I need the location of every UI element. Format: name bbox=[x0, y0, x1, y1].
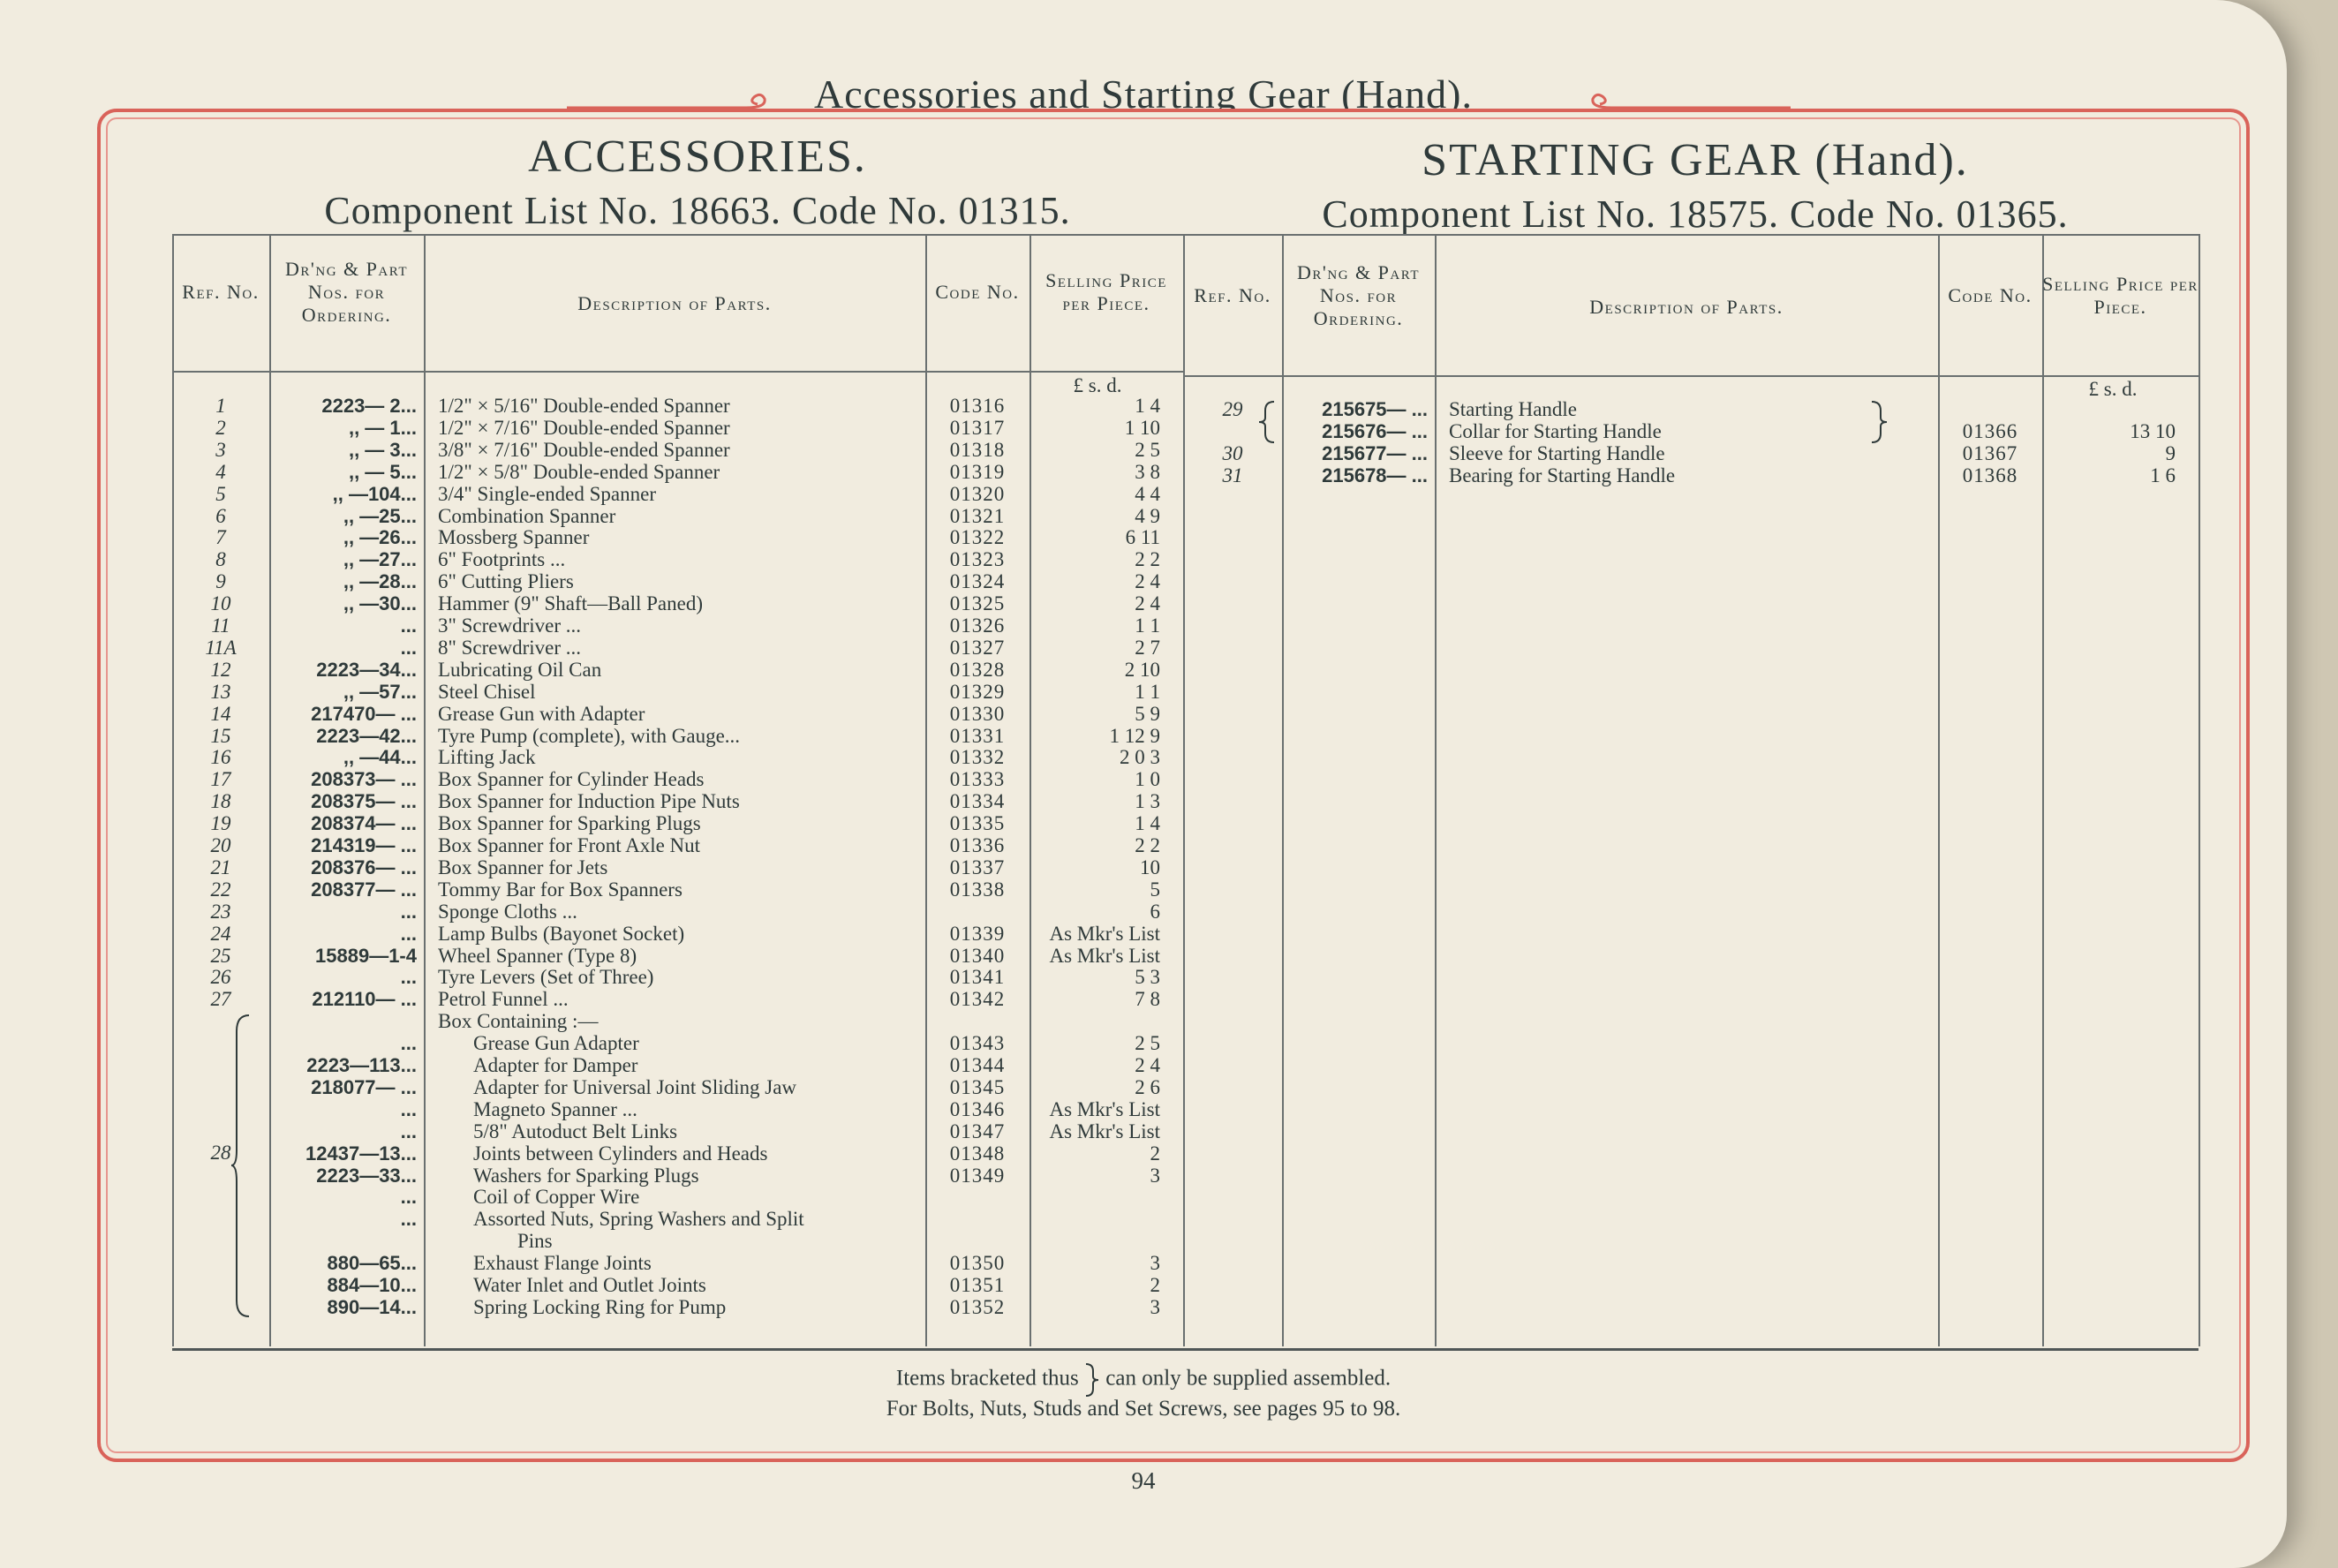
part-description: Sleeve for Starting Handle bbox=[1449, 441, 1665, 464]
ref-number: 24 bbox=[210, 922, 231, 945]
part-number: ,, —25... bbox=[343, 504, 417, 527]
part-number: 215677— ... bbox=[1322, 441, 1428, 464]
accessories-column-header: Dr'ng & Part Nos. for Ordering. bbox=[285, 258, 408, 326]
ref-number: 20 bbox=[210, 834, 231, 856]
part-description: Coil of Copper Wire bbox=[473, 1186, 640, 1209]
footer-note-part-a: Items bracketed thus bbox=[895, 1366, 1079, 1391]
code-number: 01320 bbox=[949, 482, 1006, 505]
part-number bbox=[273, 1230, 417, 1252]
ref-number bbox=[172, 1098, 269, 1120]
code-number: 01341 bbox=[949, 966, 1006, 989]
part-description: 1/2" × 5/16" Double-ended Spanner bbox=[438, 395, 730, 417]
selling-price: 2 5 bbox=[1135, 438, 1160, 461]
starting-gear-column-header: Code No. bbox=[1948, 284, 2033, 306]
column-rule bbox=[424, 234, 426, 1346]
selling-price: As Mkr's List bbox=[1049, 1097, 1160, 1120]
code-number: 01367 bbox=[1962, 441, 2018, 464]
code-number bbox=[925, 1010, 1029, 1032]
ref-number: 16 bbox=[210, 746, 231, 769]
part-number: ,, —26... bbox=[343, 526, 417, 549]
starting-gear-heading bbox=[1201, 134, 2190, 237]
column-rule bbox=[1282, 234, 1284, 1346]
part-description: Exhaust Flange Joints bbox=[473, 1252, 652, 1275]
ref-number: 19 bbox=[210, 812, 231, 835]
part-description: Joints between Cylinders and Heads bbox=[473, 1142, 768, 1165]
starting-gear-column-header: Selling Price per Piece. bbox=[2042, 273, 2198, 318]
part-number: 218077— ... bbox=[311, 1075, 417, 1098]
code-number: 01336 bbox=[949, 834, 1006, 856]
part-description: 1/2" × 5/8" Double-ended Spanner bbox=[438, 460, 720, 483]
ref-number: 10 bbox=[210, 592, 231, 615]
accessories-heading bbox=[212, 131, 1183, 233]
part-number: 2223—34... bbox=[316, 658, 417, 681]
footer-brace-icon bbox=[1084, 1362, 1100, 1398]
part-description: Tommy Bar for Box Spanners bbox=[438, 878, 683, 901]
part-number: 2223—42... bbox=[316, 724, 417, 747]
accessories-column-header: Code No. bbox=[935, 281, 1020, 303]
selling-price: 2 4 bbox=[1135, 1054, 1160, 1076]
part-number: ,, — 5... bbox=[348, 460, 417, 483]
selling-price bbox=[1033, 1010, 1160, 1032]
selling-price: 1 12 9 bbox=[1109, 724, 1160, 747]
code-number: 01339 bbox=[949, 922, 1006, 945]
ref-number bbox=[172, 1252, 269, 1274]
part-number: ... bbox=[400, 922, 417, 945]
page-title: Accessories and Starting Gear (Hand). bbox=[814, 72, 1473, 117]
code-number: 01323 bbox=[949, 548, 1006, 571]
part-number: ... bbox=[400, 1097, 417, 1120]
selling-price: 2 2 bbox=[1135, 548, 1160, 571]
code-number: 01351 bbox=[949, 1274, 1006, 1296]
selling-price bbox=[1033, 1186, 1160, 1208]
part-number: 208374— ... bbox=[311, 812, 417, 835]
selling-price: 4 4 bbox=[1135, 482, 1160, 505]
ref-number: 3 bbox=[215, 438, 226, 461]
selling-price: 13 10 bbox=[2130, 419, 2176, 442]
part-number: ,, —104... bbox=[332, 482, 417, 505]
part-number: ,, — 1... bbox=[348, 416, 417, 439]
part-description: 6" Footprints ... bbox=[438, 548, 566, 571]
code-number: 01319 bbox=[949, 460, 1006, 483]
column-rule bbox=[1435, 234, 1437, 1346]
selling-price: 2 0 3 bbox=[1120, 746, 1160, 769]
part-number: ,, —30... bbox=[343, 592, 417, 615]
part-number: 880—65... bbox=[327, 1252, 417, 1275]
part-description: Magneto Spanner ... bbox=[473, 1097, 637, 1120]
selling-price: 2 7 bbox=[1135, 636, 1160, 659]
selling-price: 6 11 bbox=[1125, 526, 1160, 549]
ref-number: 17 bbox=[210, 768, 231, 791]
code-number: 01328 bbox=[949, 658, 1006, 681]
part-number: 15889—1-4 bbox=[315, 944, 417, 967]
part-number: ... bbox=[400, 1186, 417, 1209]
code-number: 01322 bbox=[949, 526, 1006, 549]
part-number: ... bbox=[400, 966, 417, 989]
selling-price bbox=[1033, 1230, 1160, 1252]
part-number: ... bbox=[400, 614, 417, 637]
part-description: Pins bbox=[517, 1230, 553, 1253]
ref-number: 12 bbox=[210, 658, 231, 681]
ref-number: 26 bbox=[210, 966, 231, 989]
selling-price: 2 bbox=[1150, 1274, 1160, 1296]
code-number: 01335 bbox=[949, 812, 1006, 835]
starting-gear-title: STARTING GEAR (Hand). bbox=[1422, 135, 1969, 185]
part-number: 2223—33... bbox=[316, 1164, 417, 1187]
ref-number bbox=[172, 1296, 269, 1318]
part-description: Combination Spanner bbox=[438, 504, 616, 527]
code-number: 01331 bbox=[949, 724, 1006, 747]
part-number: 215675— ... bbox=[1322, 398, 1428, 420]
ref-number: 7 bbox=[215, 526, 226, 549]
selling-price: 1 4 bbox=[1135, 812, 1160, 835]
selling-price: As Mkr's List bbox=[1049, 922, 1160, 945]
part-number: ... bbox=[400, 900, 417, 923]
selling-price: 3 bbox=[1150, 1164, 1160, 1187]
code-number: 01345 bbox=[949, 1075, 1006, 1098]
part-description: 8" Screwdriver ... bbox=[438, 636, 582, 659]
part-number: ... bbox=[400, 636, 417, 659]
ref-number: 29 bbox=[1222, 398, 1243, 420]
selling-price: 5 3 bbox=[1135, 966, 1160, 989]
ref-number bbox=[172, 1274, 269, 1296]
selling-price: 3 bbox=[1150, 1295, 1160, 1318]
part-description: Mossberg Spanner bbox=[438, 526, 590, 549]
part-description: Steel Chisel bbox=[438, 680, 536, 703]
code-number: 01348 bbox=[949, 1142, 1006, 1165]
part-description: Lifting Jack bbox=[438, 746, 536, 769]
selling-price: 10 bbox=[1140, 856, 1160, 878]
code-number: 01330 bbox=[949, 702, 1006, 725]
part-number: 890—14... bbox=[327, 1295, 417, 1318]
ref-number bbox=[172, 1054, 269, 1076]
code-number: 01340 bbox=[949, 944, 1006, 967]
code-number: 01368 bbox=[1962, 464, 2018, 486]
column-rule bbox=[2198, 234, 2200, 1346]
selling-price: 2 4 bbox=[1135, 592, 1160, 615]
part-number: 212110— ... bbox=[312, 988, 417, 1011]
code-number: 01350 bbox=[949, 1252, 1006, 1275]
code-number bbox=[1938, 398, 2042, 420]
code-number: 01338 bbox=[949, 878, 1006, 901]
part-description: Box Spanner for Cylinder Heads bbox=[438, 768, 705, 791]
part-description: 3/8" × 7/16" Double-ended Spanner bbox=[438, 438, 730, 461]
ref-number: 31 bbox=[1222, 464, 1243, 486]
accessories-column-header: Selling Price per Piece. bbox=[1045, 269, 1167, 314]
part-number: 12437—13... bbox=[305, 1142, 417, 1165]
ref-number: 6 bbox=[215, 504, 226, 527]
part-description: 3" Screwdriver ... bbox=[438, 614, 582, 637]
selling-price: 2 10 bbox=[1124, 658, 1160, 681]
header-rule-right bbox=[1183, 375, 2198, 377]
code-number bbox=[925, 1186, 1029, 1208]
ref-number: 8 bbox=[215, 548, 226, 571]
part-description: Petrol Funnel ... bbox=[438, 988, 569, 1011]
footer-note-bracketed bbox=[0, 1362, 2287, 1398]
accessories-price-units: £ s. d. bbox=[1073, 374, 1122, 396]
code-number bbox=[925, 1208, 1029, 1230]
part-number: 884—10... bbox=[327, 1274, 417, 1296]
part-description: Tyre Pump (complete), with Gauge... bbox=[438, 724, 741, 747]
code-number: 01332 bbox=[949, 746, 1006, 769]
selling-price: 3 bbox=[1150, 1252, 1160, 1275]
part-description: Grease Gun with Adapter bbox=[438, 702, 645, 725]
accessories-subtitle: Component List No. 18663. Code No. 01315. bbox=[324, 189, 1071, 232]
ref-number: 28 bbox=[210, 1141, 231, 1164]
part-description: Grease Gun Adapter bbox=[473, 1032, 639, 1055]
part-description: Sponge Cloths ... bbox=[438, 900, 577, 923]
part-number: 208375— ... bbox=[311, 790, 417, 813]
ref-number: 15 bbox=[210, 724, 231, 747]
ref-number: 1 bbox=[215, 395, 226, 417]
ref-number: 27 bbox=[210, 988, 231, 1011]
column-rule bbox=[269, 234, 271, 1346]
selling-price: 1 4 bbox=[1135, 395, 1160, 417]
selling-price: 1 1 bbox=[1135, 680, 1160, 703]
part-description: Box Containing :— bbox=[438, 1010, 599, 1033]
part-description: Box Spanner for Jets bbox=[438, 856, 608, 878]
ref-number: 21 bbox=[210, 856, 231, 878]
selling-price bbox=[2046, 398, 2176, 420]
ref-number: 4 bbox=[215, 460, 226, 483]
page-number: 94 bbox=[1131, 1467, 1156, 1494]
ref-number: 23 bbox=[210, 900, 231, 923]
ref-29-right-brace bbox=[1870, 400, 1889, 444]
part-description: Box Spanner for Sparking Plugs bbox=[438, 812, 701, 835]
part-description: 6" Cutting Pliers bbox=[438, 570, 574, 593]
code-number: 01318 bbox=[949, 438, 1006, 461]
code-number: 01316 bbox=[949, 395, 1006, 417]
header-rule-left bbox=[172, 371, 1183, 373]
code-number: 01333 bbox=[949, 768, 1006, 791]
selling-price: As Mkr's List bbox=[1049, 1119, 1160, 1142]
ref-number: 5 bbox=[215, 482, 226, 505]
selling-price: 4 9 bbox=[1135, 504, 1160, 527]
ref-number: 18 bbox=[210, 790, 231, 813]
selling-price: 2 2 bbox=[1135, 834, 1160, 856]
ref-number bbox=[172, 1208, 269, 1230]
selling-price: 1 3 bbox=[1135, 790, 1160, 813]
selling-price: 3 8 bbox=[1135, 460, 1160, 483]
column-rule bbox=[2042, 234, 2044, 1346]
starting-gear-column-header: Ref. No. bbox=[1194, 284, 1271, 306]
part-description: 5/8" Autoduct Belt Links bbox=[473, 1119, 678, 1142]
ref-number: 11 bbox=[211, 614, 230, 637]
part-number: ,, — 3... bbox=[348, 438, 417, 461]
code-number: 01325 bbox=[949, 592, 1006, 615]
part-description: Lamp Bulbs (Bayonet Socket) bbox=[438, 922, 685, 945]
ref-number bbox=[172, 1230, 269, 1252]
code-number: 01349 bbox=[949, 1164, 1006, 1187]
code-number: 01337 bbox=[949, 856, 1006, 878]
selling-price: 6 bbox=[1150, 900, 1160, 923]
part-number: ,, —57... bbox=[343, 680, 417, 703]
ref-number: 2 bbox=[215, 416, 226, 439]
part-number: 208376— ... bbox=[311, 856, 417, 878]
code-number: 01346 bbox=[949, 1097, 1006, 1120]
part-description: Washers for Sparking Plugs bbox=[473, 1164, 699, 1187]
code-number: 01343 bbox=[949, 1032, 1006, 1055]
part-number: 215678— ... bbox=[1322, 464, 1428, 486]
part-number: ,, —27... bbox=[343, 548, 417, 571]
part-number: 215676— ... bbox=[1322, 419, 1428, 442]
part-description: Wheel Spanner (Type 8) bbox=[438, 944, 637, 967]
part-description: Adapter for Damper bbox=[473, 1054, 638, 1076]
part-description: Lubricating Oil Can bbox=[438, 658, 602, 681]
starting-gear-price-units: £ s. d. bbox=[2088, 378, 2138, 400]
part-number: 208377— ... bbox=[311, 878, 417, 901]
ref-number: 13 bbox=[210, 680, 231, 703]
selling-price: 2 bbox=[1150, 1142, 1160, 1165]
part-number: 2223— 2... bbox=[321, 395, 417, 417]
part-number: 2223—113... bbox=[306, 1054, 417, 1076]
code-number: 01366 bbox=[1962, 419, 2018, 442]
accessories-title: ACCESSORIES. bbox=[528, 132, 867, 182]
part-description: 1/2" × 7/16" Double-ended Spanner bbox=[438, 416, 730, 439]
part-description: Hammer (9" Shaft—Ball Paned) bbox=[438, 592, 704, 615]
part-description: Box Spanner for Front Axle Nut bbox=[438, 834, 701, 856]
selling-price: 1 6 bbox=[2150, 464, 2176, 486]
code-number: 01327 bbox=[949, 636, 1006, 659]
selling-price: 2 6 bbox=[1135, 1075, 1160, 1098]
code-number: 01344 bbox=[949, 1054, 1006, 1076]
selling-price: 1 1 bbox=[1135, 614, 1160, 637]
selling-price: 1 0 bbox=[1135, 768, 1160, 791]
code-number: 01317 bbox=[949, 416, 1006, 439]
ref-number: 30 bbox=[1222, 441, 1243, 464]
ref-number bbox=[172, 1186, 269, 1208]
starting-gear-subtitle: Component List No. 18575. Code No. 01365. bbox=[1322, 192, 2069, 236]
selling-price: 9 bbox=[2165, 441, 2176, 464]
ref-29-left-brace bbox=[1256, 400, 1276, 444]
ref-number bbox=[172, 1165, 269, 1187]
part-description: Water Inlet and Outlet Joints bbox=[473, 1274, 706, 1296]
part-number: ... bbox=[400, 1208, 417, 1231]
ref-number bbox=[172, 1010, 269, 1032]
selling-price: 5 9 bbox=[1135, 702, 1160, 725]
selling-price: 5 bbox=[1150, 878, 1160, 901]
code-number: 01324 bbox=[949, 570, 1006, 593]
part-description: Collar for Starting Handle bbox=[1449, 419, 1662, 442]
part-number: ... bbox=[400, 1119, 417, 1142]
starting-gear-column-header: Description of Parts. bbox=[1589, 296, 1784, 318]
part-description: Box Spanner for Induction Pipe Nuts bbox=[438, 790, 740, 813]
part-description: Bearing for Starting Handle bbox=[1449, 464, 1676, 486]
part-number: 217470— ... bbox=[311, 702, 417, 725]
part-number: ,, —44... bbox=[343, 746, 417, 769]
part-number: ... bbox=[400, 1032, 417, 1055]
starting-gear-column-header: Dr'ng & Part Nos. for Ordering. bbox=[1297, 261, 1420, 329]
code-number: 01321 bbox=[949, 504, 1006, 527]
code-number: 01334 bbox=[949, 790, 1006, 813]
ref-number bbox=[172, 1032, 269, 1054]
code-number bbox=[925, 1230, 1029, 1252]
column-rule bbox=[1029, 234, 1031, 1346]
selling-price: 7 8 bbox=[1135, 988, 1160, 1011]
ref-number: 9 bbox=[215, 570, 226, 593]
part-description: Spring Locking Ring for Pump bbox=[473, 1295, 727, 1318]
code-number: 01326 bbox=[949, 614, 1006, 637]
footer-note-part-b: can only be supplied assembled. bbox=[1105, 1366, 1391, 1391]
code-number: 01342 bbox=[949, 988, 1006, 1011]
code-number: 01347 bbox=[949, 1119, 1006, 1142]
ref-number: 14 bbox=[210, 702, 231, 725]
footer-note-bolts: For Bolts, Nuts, Studs and Set Screws, see pages 95 to 98. bbox=[886, 1397, 1401, 1421]
selling-price: 1 10 bbox=[1124, 416, 1160, 439]
part-number: 208373— ... bbox=[311, 768, 417, 791]
ref-number: 25 bbox=[210, 944, 231, 967]
part-description: Starting Handle bbox=[1449, 398, 1577, 420]
code-number: 01329 bbox=[949, 680, 1006, 703]
code-number: 01352 bbox=[949, 1295, 1006, 1318]
selling-price: As Mkr's List bbox=[1049, 944, 1160, 967]
ref-number: 22 bbox=[210, 878, 231, 901]
selling-price: 2 5 bbox=[1135, 1032, 1160, 1055]
part-description: 3/4" Single-ended Spanner bbox=[438, 482, 657, 505]
ref-number: 11A bbox=[205, 636, 237, 659]
accessories-column-header: Ref. No. bbox=[182, 281, 260, 303]
ref-number bbox=[172, 1120, 269, 1142]
part-number bbox=[273, 1010, 417, 1032]
ref-28-brace bbox=[230, 1014, 251, 1318]
part-number: ,, —28... bbox=[343, 570, 417, 593]
selling-price: 2 4 bbox=[1135, 570, 1160, 593]
code-number bbox=[925, 901, 1029, 923]
part-number: 214319— ... bbox=[311, 834, 417, 856]
part-description: Assorted Nuts, Spring Washers and Split bbox=[473, 1208, 804, 1231]
ref-number bbox=[172, 1076, 269, 1098]
accessories-column-header: Description of Parts. bbox=[577, 292, 772, 314]
part-description: Adapter for Universal Joint Sliding Jaw bbox=[473, 1075, 797, 1098]
selling-price bbox=[1033, 1208, 1160, 1230]
part-description: Tyre Levers (Set of Three) bbox=[438, 966, 654, 989]
